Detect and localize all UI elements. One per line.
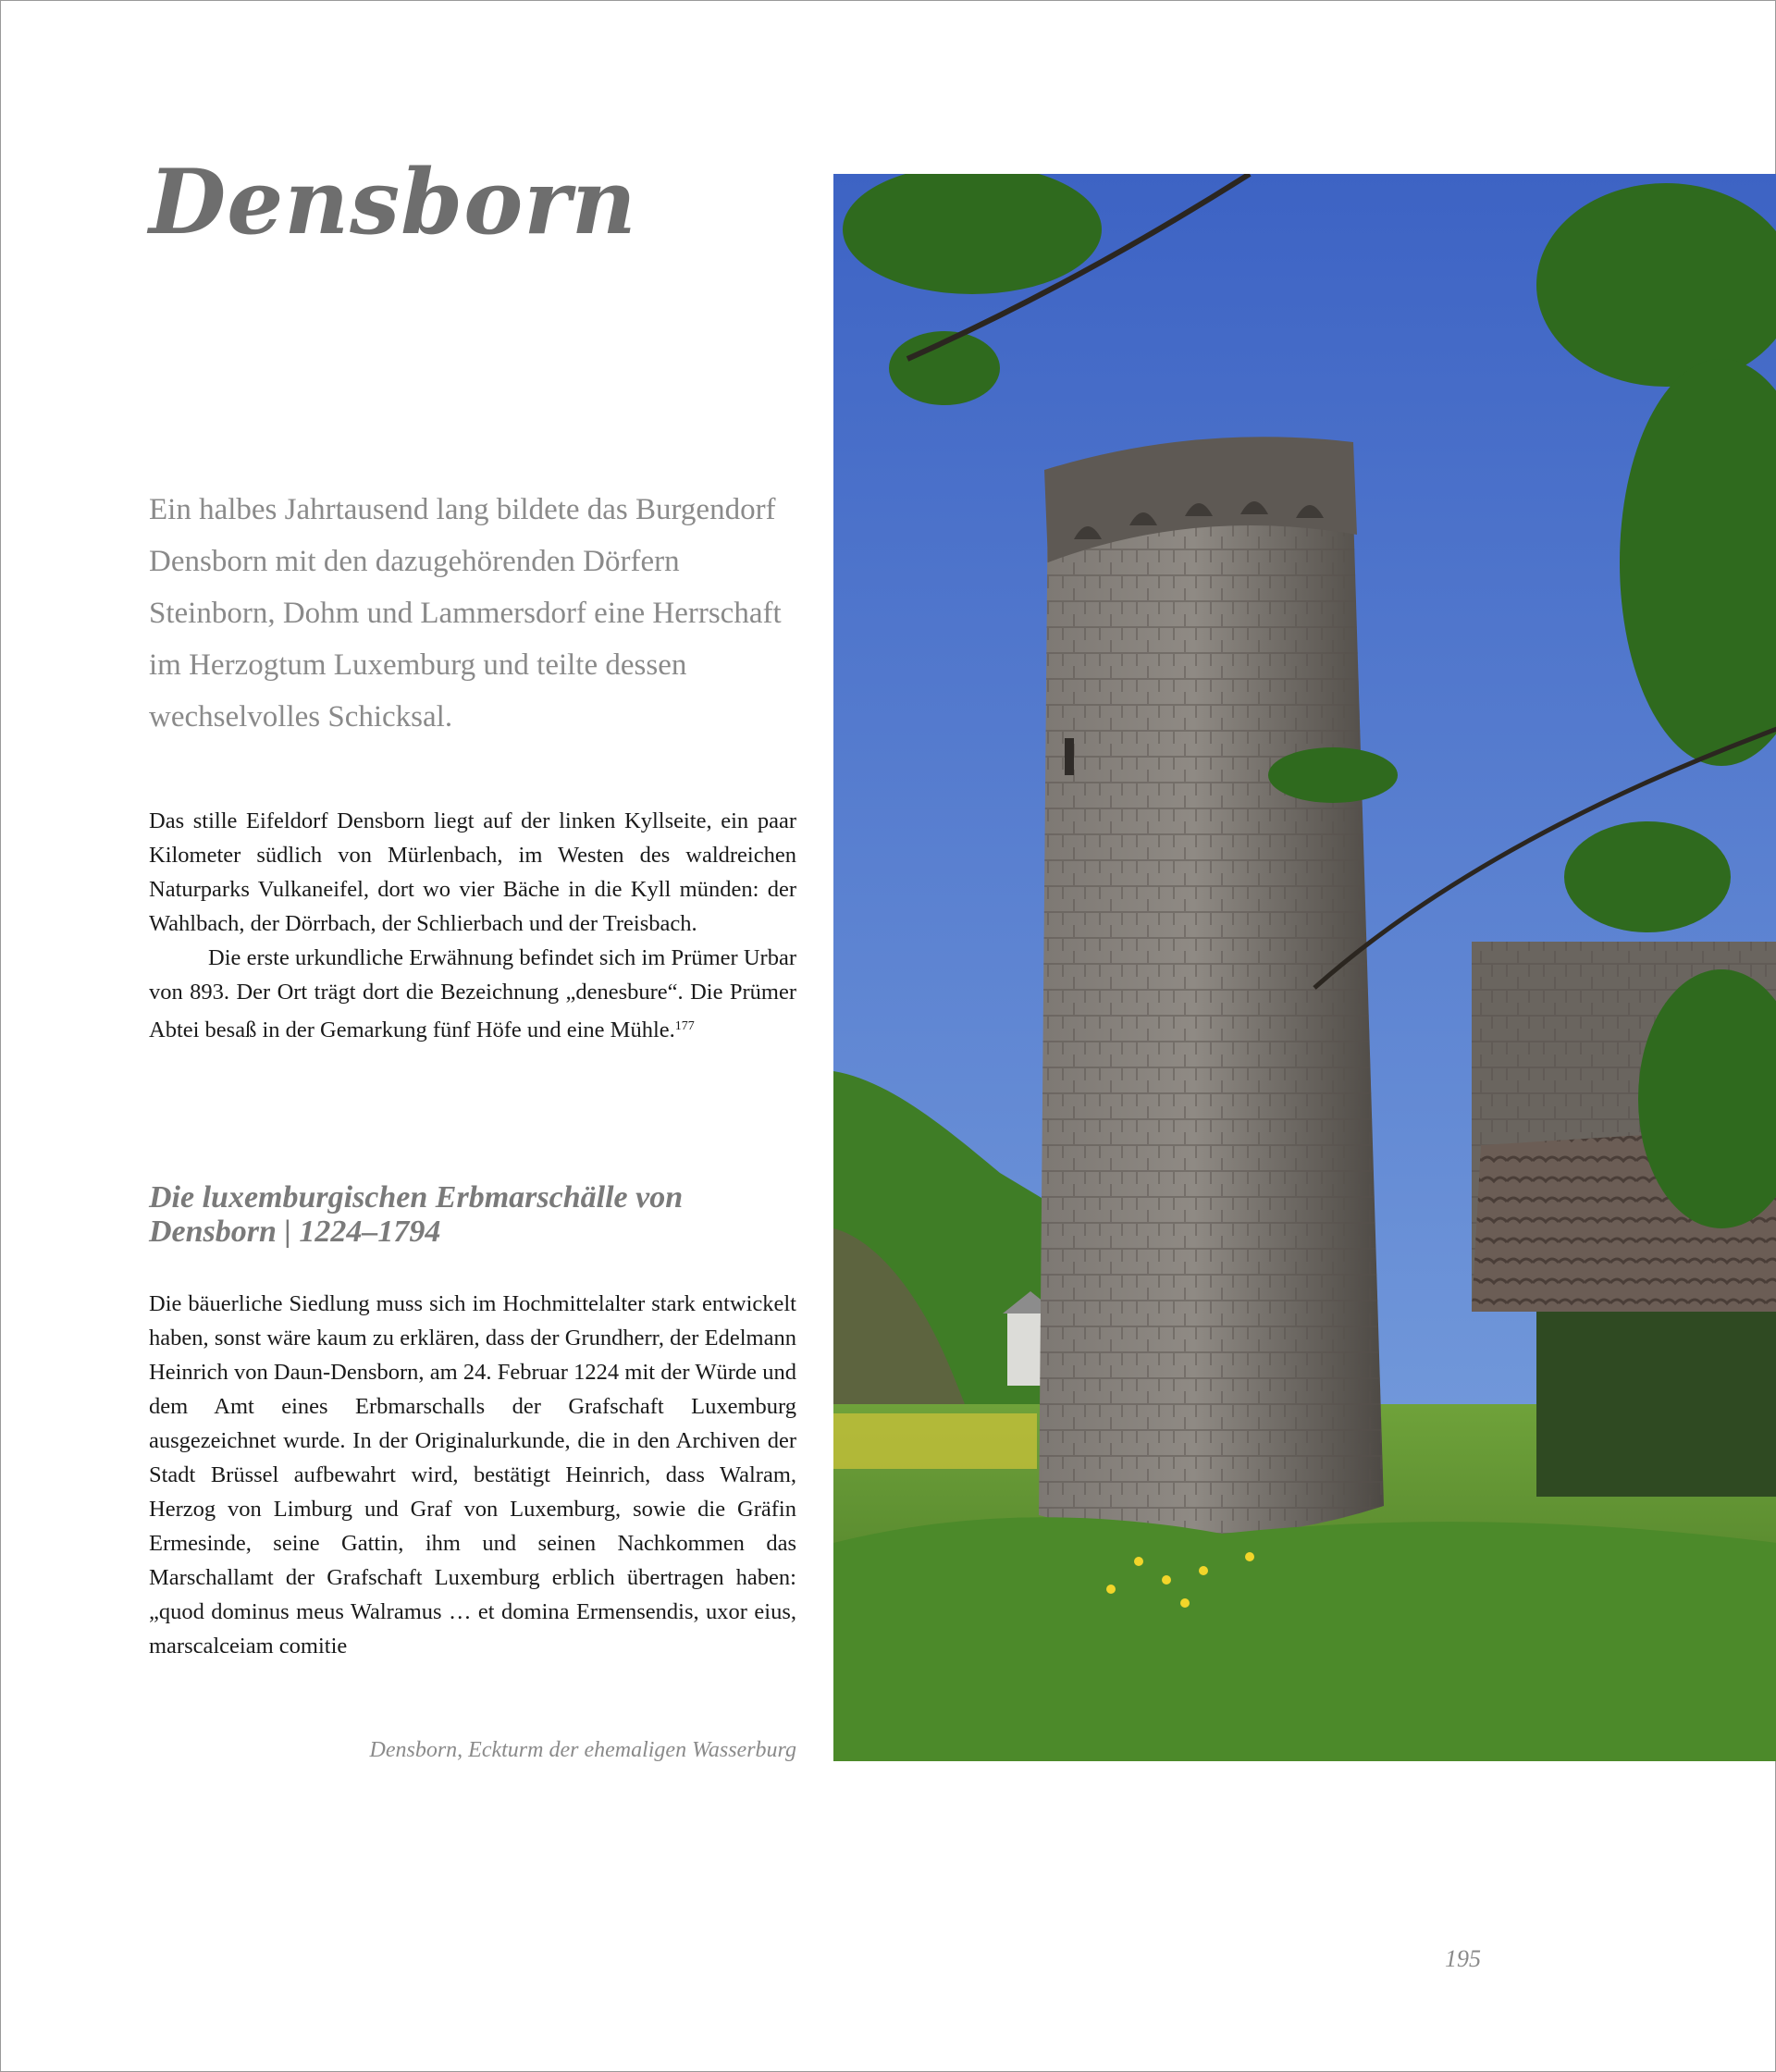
tower-photograph [833, 174, 1776, 1761]
intro-paragraph: Ein halbes Jahrtausend lang bildete das Burgendorf Densborn mit den dazugehörenden Dörfern Steinborn, Dohm und Lammersdorf eine Herrschaft im Herzogtum Luxemburg und teilte dessen wechselvolles Schicksal. [149, 493, 782, 734]
photo-caption: Densborn, Eckturm der ehemaligen Wasserburg [369, 1738, 796, 1762]
section-subheading: Die luxemburgischen Erbmarschälle von Densborn | 1224–1794 [149, 1180, 684, 1249]
page-number: 195 [1445, 1945, 1481, 1972]
body-paragraph-1: Das stille Eifeldorf Densborn liegt auf der linken Kyllseite, ein paar Kilometer südlich von Mürlenbach, im Westen des waldreichen Naturparks Vulkaneifel, dort wo vier Bäche in die Kyll münden: der Wahlbach, der Dörrbach, der Schlierbach und der Treisbach. [149, 808, 796, 936]
page-title: Densborn [149, 150, 637, 254]
body-section-1 [149, 804, 796, 1047]
body-paragraph-2 [149, 941, 796, 1047]
tower-photo-illustration [833, 174, 1776, 1761]
footnote-reference[interactable]: 177 [674, 1019, 695, 1033]
body-paragraph-3: Die bäuerliche Siedlung muss sich im Hochmittelalter stark entwickelt haben, sonst wäre kaum zu erklären, dass der Grundherr, der Edelmann Heinrich von Daun-Densborn, am 24. Februar 1224 mit der Würde und dem Amt eines Erbmarschalls der Grafschaft Luxemburg ausgezeichnet wurde. In der Originalurkunde, die in den Archiven der Stadt Brüssel aufbewahrt wird, bestätigt Heinrich, dass Walram, Herzog von Limburg und Graf von Luxemburg, sowie die Gräfin Ermesinde, seine Gattin, ihm und seinen Nachkommen das Marschallamt der Grafschaft Luxemburg erblich übertragen haben: „quod dominus meus Walramus … et domina Ermensendis, uxor eius, marscalceiam comitie [149, 1291, 796, 1659]
body-paragraph-2-text: Die erste urkundliche Erwähnung befindet sich im Prümer Urbar von 893. Der Ort trägt dort die Bezeichnung „denesbure“. Die Prümer Abtei besaß in der Gemarkung fünf Höfe und eine Mühle. [149, 945, 796, 1042]
body-section-2 [149, 1287, 796, 1663]
